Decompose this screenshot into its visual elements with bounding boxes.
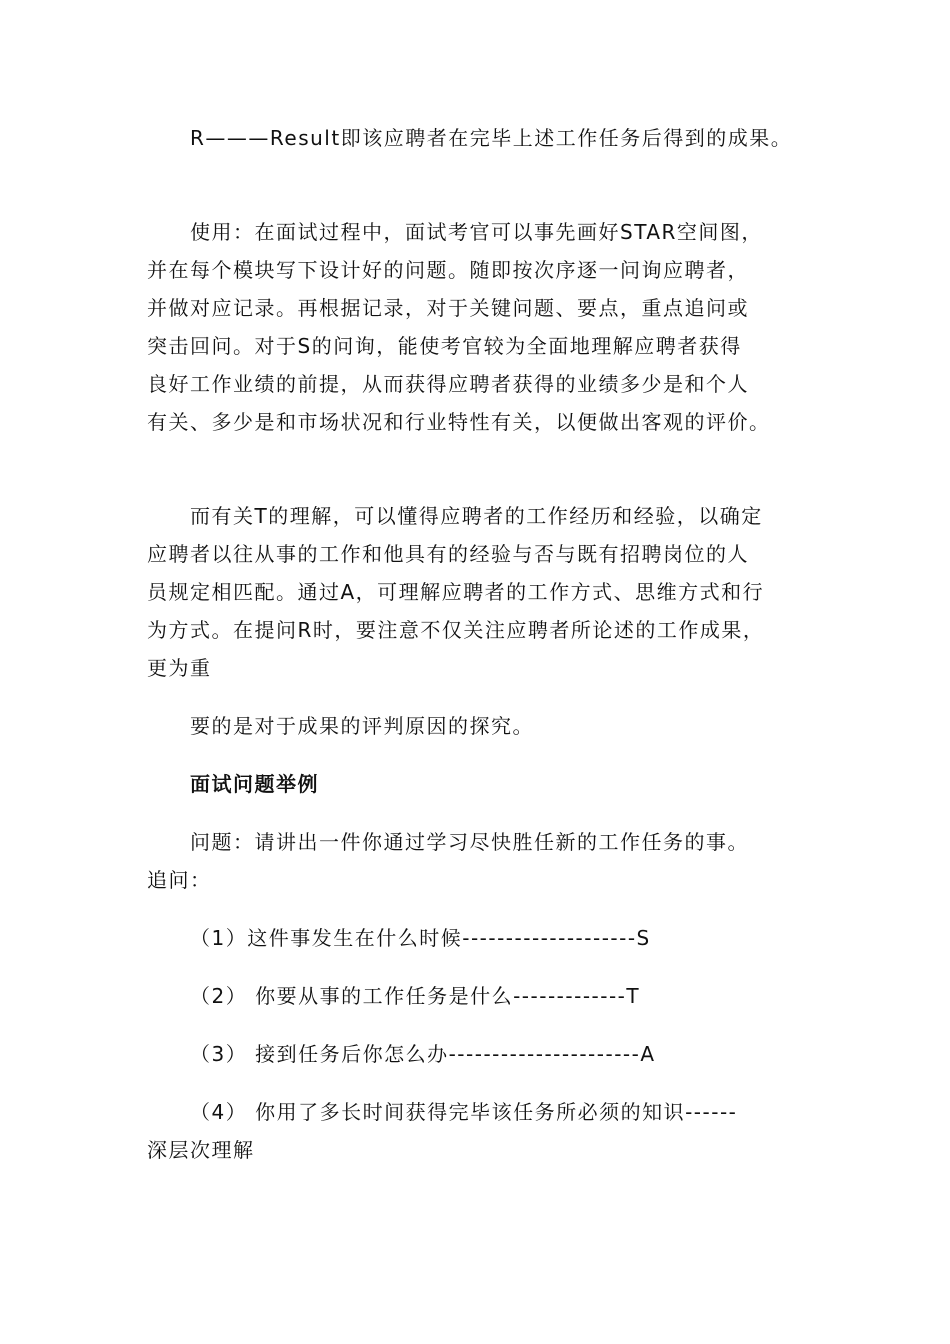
followup-item-4-cont: 深层次理解 [147,1138,255,1162]
usage-line: 并做对应记录。再根据记录，对于关键问题、要点，重点追问或 [147,296,749,320]
followup-item-1: （1）这件事发生在什么时候--------------------S [190,926,651,950]
t-understanding-line: 应聘者以往从事的工作和他具有的经验与否与既有招聘岗位的人 [147,542,749,566]
question-line: 问题：请讲出一件你通过学习尽快胜任新的工作任务的事。 [190,830,749,854]
followup-item-4: （4） 你用了多长时间获得完毕该任务所必须的知识------ [190,1100,738,1124]
t-understanding-line: 更为重 [147,656,212,680]
usage-line: 突击回问。对于S的问询，能使考官较为全面地理解应聘者获得 [147,334,742,358]
usage-line: 使用：在面试过程中，面试考官可以事先画好STAR空间图， [190,220,763,244]
usage-line: 并在每个模块写下设计好的问题。随即按次序逐一问询应聘者， [147,258,749,282]
example-heading: 面试问题举例 [190,772,319,796]
followup-item-2: （2） 你要从事的工作任务是什么-------------T [190,984,641,1008]
t-understanding-line: 员规定相匹配。通过A，可理解应聘者的工作方式、思维方式和行 [147,580,765,604]
followup-label: 追问： [147,868,212,892]
continuation-line: 要的是对于成果的评判原因的探究。 [190,714,534,738]
t-understanding-line: 而有关T的理解，可以懂得应聘者的工作经历和经验，以确定 [190,504,763,528]
usage-line: 良好工作业绩的前提，从而获得应聘者获得的业绩多少是和个人 [147,372,749,396]
result-definition: R———Result即该应聘者在完毕上述工作任务后得到的成果。 [190,126,793,150]
followup-item-3: （3） 接到任务后你怎么办----------------------A [190,1042,656,1066]
t-understanding-line: 为方式。在提问R时，要注意不仅关注应聘者所论述的工作成果， [147,618,765,642]
usage-line: 有关、多少是和市场状况和行业特性有关，以便做出客观的评价。 [147,410,771,434]
